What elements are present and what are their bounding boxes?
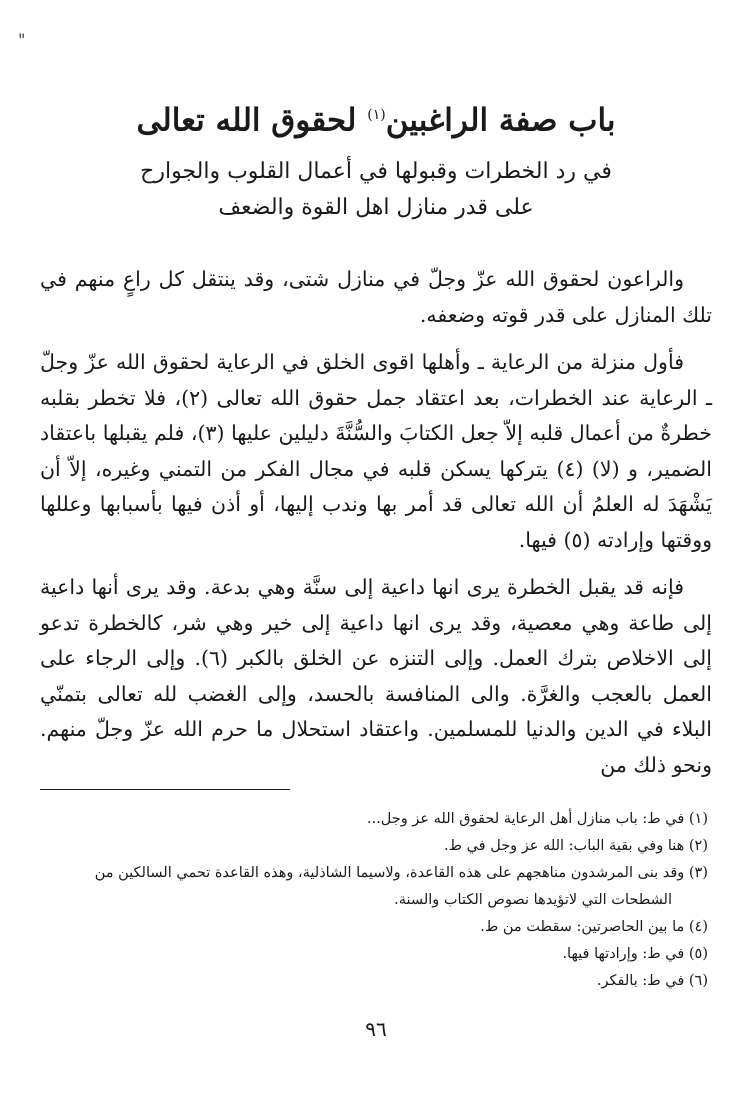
body-text bbox=[40, 262, 712, 783]
chapter-title-text-after: لحقوق الله تعالى bbox=[136, 102, 357, 139]
paragraph-2: فأول منزلة من الرعاية ـ وأهلها اقوى الخلق في الرعاية لحقوق الله عزّ وجلّ ـ الرعاية عند الخطرات، بعد اعتقاد جمل حقوق الله تعالى (٢)، فلا تخطر بقلبه خطرةٌ من أعمال قلبه إلاّ جعل الكتابَ والسُّنَّةَ دليلين عليها (٣)، فلم يقبلها باعتقاد الضمير، و (لا) (٤) يتركها يسكن قلبه في مجال الفكر من التمني وغيره، إلاّ أن يَشْهَدَ له العلمُ أن الله تعالى قد أمر بها وندب إليها، أو أذن فيها بأسبابها وعللها ووقتها وإرادته (٥) فيها. bbox=[40, 350, 712, 552]
footnote-1: (١) في ط: باب منازل أهل الرعاية لحقوق الله عز وجل... bbox=[366, 811, 708, 827]
paragraph-3: فإنه قد يقبل الخطرة يرى انها داعية إلى سنَّة وهي بدعة. وقد يرى أنها داعية إلى طاعة وهي معصية، وقد يرى انها داعية إلى خير وهي شر، كالخطرة تدعو إلى الاخلاص بترك العمل. وإلى التنزه عن الخلق بالكبر (٦). وإلى الرجاء على العمل بالعجب والغرَّة. والى المنافسة بالحسد، وإلى الغضب لله تعالى بتمنّي البلاء في الدين والدنيا للمسلمين. واعتقاد استحلال ما حرم الله عزّ وجلّ منهم. ونحو ذلك من bbox=[40, 575, 712, 777]
footnote-divider bbox=[40, 789, 290, 790]
footnote-5: (٥) في ط: وإرادتها فيها. bbox=[562, 946, 708, 962]
footnote-2: (٢) هنا وفي بقية الباب: الله عز وجل في ط. bbox=[443, 838, 708, 854]
footnote-4: (٤) ما بين الحاصرتين: سقطت من ط. bbox=[480, 919, 708, 935]
page-content bbox=[40, 95, 712, 795]
title-footnote-ref[interactable]: (١) bbox=[367, 107, 386, 123]
footnote-6: (٦) في ط: بالفكر. bbox=[596, 973, 708, 989]
paragraph-1: والراعون لحقوق الله عزّ وجلّ في منازل شتى، وقد ينتقل كل راعٍ منهم في تلك المنازل على قدر قوته وضعفه. bbox=[40, 267, 712, 327]
footnotes bbox=[40, 806, 708, 995]
chapter-title bbox=[40, 95, 712, 140]
corner-mark: " bbox=[18, 30, 26, 49]
page-number: ٩٦ bbox=[365, 1017, 387, 1041]
subtitle-line-1: في رد الخطرات وقبولها في أعمال القلوب والجوارح bbox=[140, 159, 612, 185]
chapter-title-text: باب صفة الراغبين bbox=[385, 102, 616, 139]
footnote-3: (٣) وقد بنى المرشدون مناهجهم على هذه القاعدة، ولاسيما الشاذلية، وهذه القاعدة تحمي السالكين من الشطحات التي لاتؤيدها نصوص الكتاب والسنة. bbox=[94, 865, 708, 908]
subtitle-line-2: على قدر منازل اهل القوة والضعف bbox=[218, 195, 534, 221]
